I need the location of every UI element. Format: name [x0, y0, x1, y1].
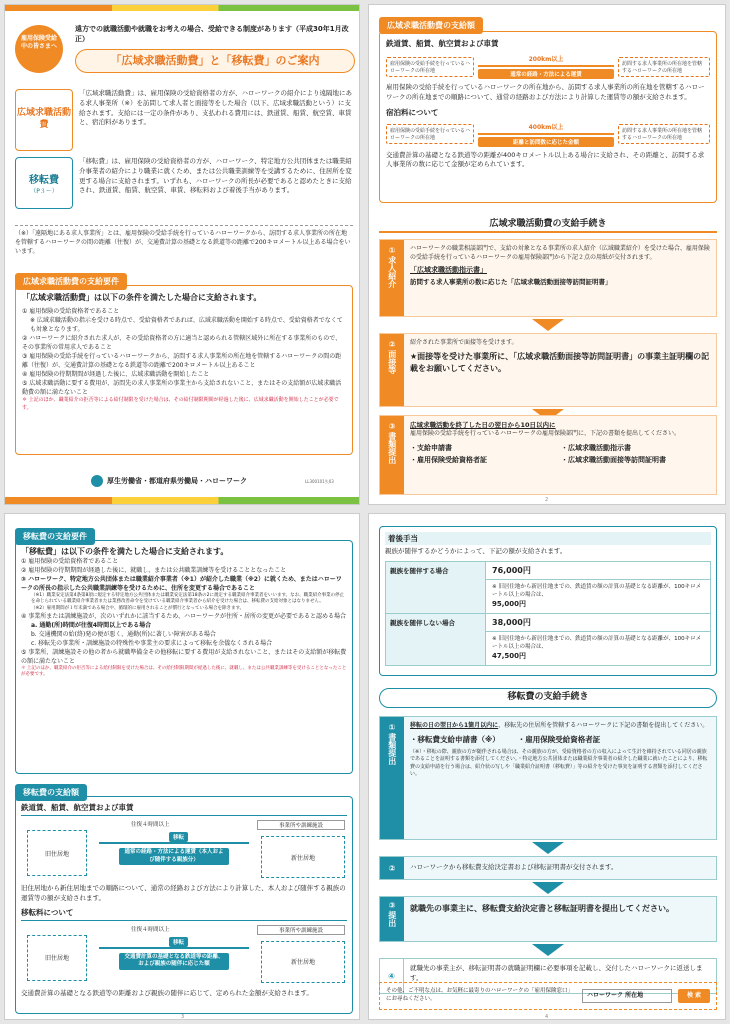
footer-org-text: 厚生労働省・都道府県労働局・ハローワーク: [107, 477, 247, 485]
req-sub-item: b. 交通機関の始(終)発の便が悪く、通勤(所)に著しい障害がある場合: [31, 630, 216, 638]
req-item-1-note: ※ 広域求職活動の指示を受ける時点で、受給資格者であれば、広域求職活動を開始する時点で、受給資格者でなくても対象となります。: [30, 317, 343, 333]
table-row: [386, 561, 711, 579]
step-3: [379, 896, 717, 942]
new-home: 新住居地: [261, 836, 345, 878]
step-2-label: ②: [380, 857, 404, 879]
row-note-text: ※ 旧居住地から新居住地までの、鉄道賃の額の計算の基礎となる距離が、100キロメートル以上の場合は、: [492, 583, 702, 598]
arrival-lead: 親族が随伴するかどうかによって、下記の額が支給されます。: [385, 547, 567, 555]
rail-time: 往復４時間以上: [131, 822, 170, 828]
step-4-text: 就職先の事業主が、移転証明書の就職証明欄に必要事項を記載し、交付したハローワークに返送します。: [410, 964, 703, 982]
k-label-box: [15, 89, 73, 151]
doc-item: ・移転費支給申請書（※）: [410, 735, 500, 744]
move-label: 移転: [169, 832, 188, 842]
rail-facility: 事業所や訓練施設: [257, 820, 345, 830]
step-1: [379, 239, 717, 317]
proc-header: 広域求職活動費の支給手続き: [379, 215, 717, 233]
search-button[interactable]: 検 索: [678, 989, 710, 1003]
amount-header: 移転費の支給額: [15, 784, 87, 801]
rail-arrow: [478, 65, 614, 67]
contact-box: [379, 982, 717, 1010]
amount-box: [379, 31, 717, 203]
req-foot: ＊ 上記のほか、職業紹介の拒否等による給付制限を受けた場合は、その給付制限期間が経過した後に、就職し、または公共職業訓練等を受けることとなったことが必要です。: [21, 665, 347, 678]
footer-org: [91, 475, 247, 487]
step-3-deadline: 広域求職活動を終了した日の翌日から10日以内に: [410, 421, 556, 429]
top-stripe: [5, 5, 360, 11]
step-1-text: ハローワークの職業相談部門で、支給の対象となる事業所の求人紹介（広域職業紹介）を受けた場合、雇用保険の受給手続を行っているハローワークの雇用保険部門から下記２点の用紙が交付されます。: [410, 245, 710, 261]
step-1-label: ① 書類提出: [380, 717, 404, 839]
step-2: [379, 856, 717, 880]
stay-mid: 距離と訪問数に応じた金額: [478, 137, 614, 147]
req-item: ① 雇用保険の受給資格者であること: [21, 558, 119, 565]
arrival-box: [379, 526, 717, 676]
step-3-label: ③ 書類提出: [380, 416, 404, 494]
rail-diagram: [386, 54, 710, 79]
req-box: [15, 540, 353, 774]
arrival-title: 着後手当: [385, 532, 711, 545]
side-badge: 雇用保険受給中の皆さまへ: [15, 25, 63, 73]
step-1-label-text: 書類提出: [387, 732, 397, 765]
page-3: [4, 513, 360, 1020]
step-2-emphasis: ★面接等を受けた事業所に、「広域求職活動面接等訪問証明書」の事業主証明欄の記載をお願いしてください。: [410, 352, 710, 373]
step-2-label: ② 面接等: [380, 334, 404, 406]
down-arrow-icon: [532, 882, 564, 894]
doc-item: ・広域求職活動面接等訪問証明書: [561, 456, 666, 464]
stay-title: 宿泊料について: [386, 107, 439, 117]
step-4-label: ④: [380, 959, 404, 993]
row-note-text: ※ 旧居住地から新居住地までの、鉄道賃の額の計算の基礎となる距離が、100キロメートル以上の場合は、: [492, 635, 702, 650]
step-2-text: ハローワークから移転費支給決定書および移転証明書が交付されます。: [410, 863, 618, 871]
new-home: 新住居地: [261, 941, 345, 983]
fee-diagram: [21, 925, 347, 987]
k-text: 「広域求職活動費」は、雇用保険の受給資格者の方が、ハローワークの紹介により遠隔地にある求人事業所（※）を訪問して求人者と面接等をした場合（以下、広域求職活動という）に支給されます。支給には一定の条件があり、支払われる費用には、鉄道賃、船賃、航空賃、車賃と、宿泊料があります。: [79, 89, 352, 127]
rail-text: 雇用保険の受給手続を行っているハローワークの所在地から、訪問する求人事業所の所在地を管轄するハローワークの所在地までの順路について、通常の経路および方法により計算した運賃等の額が支給されます。: [386, 83, 705, 101]
doc-item: ・支給申請書: [410, 444, 452, 452]
req-item: ② 雇用保険の待期期間が経過した後に、就職し、または公共職業訓練等を受けることとなったこと: [21, 567, 287, 574]
stay-text: 交通費計算の基礎となる鉄道等の距離が400キロメートル以上ある場合に支給され、その距離と、訪問する求人事業所の数に応じて金額が定められています。: [386, 150, 705, 169]
doc-item: ・雇用保険受給資格者証: [517, 735, 601, 744]
step-2-label-text: 面接等: [387, 349, 397, 374]
req-note: （※1）職業安定法第4条第8項に規定する特定地方公共団体または職業安定法第18条の2に規定する職業紹介事業者をいいます。なお、職業紹介事業の停止を命じられている職業紹介事業者または業務改善命令を受けている職業紹介事業者から紹介を受けた場合は、移転費の支給対象とはなりません。: [31, 593, 345, 605]
stay-diagram: [386, 122, 710, 147]
req-header: 移転費の支給要件: [15, 528, 95, 545]
row-note: [486, 579, 711, 613]
fee-mid: 交通費計算の基礎となる鉄道等の距離、および親族の随伴に応じた額: [119, 953, 229, 970]
down-arrow-icon: [532, 944, 564, 956]
move-arrow: [99, 842, 249, 844]
req-lead: 「移転費」は以下の条件を満たした場合に支給されます。: [21, 547, 229, 556]
page-number: 4: [545, 1014, 549, 1020]
req-foot: ＊ 上記のほか、職業紹介の拒否等による給付制限を受けた場合は、その給付制限期間が経過した後に、広域求職活動を開始したことが必要です。: [22, 397, 339, 411]
step-1-text: 、移転先の住居所を管轄するハローワークに下記の書類を提出してください。: [498, 722, 709, 729]
i-text: 「移転費」は、雇用保険の受給資格者の方が、ハローワーク、特定地方公共団体または職業紹介事業者の紹介により職業に就くため、または公共職業訓練等を受講するために、住居所を変更する場合に支給されます。いずれも、ハローワークの所長が必要であると認めたときに支給され、鉄道賃、船賃、航空賃、車賃、移転料および着後手当があります。: [79, 157, 352, 195]
req-item: ⑤ 事業所、訓練施設その他の者から就職準備金その他移転に要する費用が支給されないこと、またはその支給額が移転費の額に満たないこと: [21, 648, 347, 665]
step-1-item-1: 「広域求職活動指示書」: [410, 266, 487, 274]
rail-title: 鉄道賃、船賃、航空賃および車賃: [386, 39, 499, 48]
req-item-4: ④ 雇用保険の待期期間が経過した後に、広域求職活動を開始したこと: [22, 371, 210, 378]
search-input[interactable]: ハローワーク 所在地: [582, 989, 672, 1003]
step-3-label-text: 提出: [387, 910, 397, 927]
req-item-3: ③ 雇用保険の受給手続を行っているハローワークから、訪問する求人事業所の所在地を管轄するハローワークの間の距離（往復）が、交通費計算の基礎となる鉄道等の距離で200キロメートル以上あること: [22, 353, 342, 369]
k-label: 広域求職活動費: [16, 108, 71, 130]
step-3-docs: [410, 443, 710, 465]
arrival-table: [385, 561, 711, 666]
rail-from: 雇用保険の受給手続を行っているハローワークの所在地: [386, 57, 474, 77]
doc-item: ・広域求職活動指示書: [561, 444, 631, 452]
rail-to: 訪問する求人事業所の所在地を管轄するハローワークの所在地: [618, 57, 710, 77]
step-3: [379, 415, 717, 495]
step-1-note: （※）・移転の際、親族の方が随伴される場合は、その親族の方が、受給資格者の方の収入によって生計を維持されている同居の親族であることを証明する書類を添付してください。・特定地方公共団体または職業紹介事業者の紹介した職業に就いたことにより、移転費の支給申請を行う場合は、紹介状の写しや「職業紹介証明書（移転費）」等の紹介を受けた事実を証明する書類を添付してください。: [410, 749, 708, 777]
distance-note: （※）「遠隔地にある求人事業所」とは、雇用保険の受給手続を行っているハローワークから、訪問する求人事業所の所在地を管轄するハローワークの間の距離（往復）が、交通費計算の基礎となる鉄道等の距離で200キロメートル以上ある場合をいいます。: [15, 225, 353, 256]
fee-time: 往復４時間以上: [131, 926, 170, 933]
step-2: [379, 333, 717, 407]
move-label: 移転: [169, 937, 188, 947]
req-lead: 「広域求職活動費」は以下の条件を満たした場合に支給されます。: [22, 293, 262, 302]
step-1-label-text: 求人紹介: [387, 255, 397, 288]
row-label: 親族を随伴しない場合: [386, 613, 486, 665]
stay-distance: 400km以上: [528, 123, 564, 131]
step-2-text: 紹介された事業所で面接等を受けます。: [410, 339, 518, 346]
amount-header: 広域求職活動費の支給額: [379, 17, 483, 34]
row-amount: 76,000円: [486, 561, 711, 579]
rail-distance: 200km以上: [528, 56, 564, 63]
down-arrow-icon: [532, 319, 564, 331]
step-1: [379, 716, 717, 840]
step-3-text: 雇用保険の受給手続を行っているハローワークの雇用保険部門に、下記の書類を提出してください。: [410, 430, 681, 437]
row-note-amount: 95,000円: [492, 600, 527, 609]
row-note: [486, 631, 711, 665]
i-label-box: [15, 157, 73, 209]
req-item-2: ② ハローワークに紹介された求人が、その受給資格者の方に適当と認められる管轄区域外に所在する事業所のもので、その事業所の常用求人であること: [22, 335, 342, 351]
page-2: [368, 4, 726, 505]
rail-title: 鉄道賃、船賃、航空賃および車賃: [21, 802, 347, 816]
step-3-text: 就職先の事業主に、移転費支給決定書と移転証明書を提出してください。: [410, 904, 674, 913]
step-3-label: ③ 提出: [380, 897, 404, 941]
fee-facility: 事業所や訓練施設: [257, 925, 345, 935]
row-label: 親族を随伴する場合: [386, 561, 486, 613]
contact-text: その他、ご不明な点は、お気軽に最寄りのハローワークの「雇用保険窓口」にお尋ねください。: [386, 988, 574, 1002]
rail-mid: 通常の経路・方法による運賃: [478, 69, 614, 79]
page-number: 2: [545, 497, 549, 503]
rail-diagram: [21, 820, 347, 882]
old-home: 旧住居地: [27, 935, 87, 981]
mhlw-logo-icon: [91, 475, 103, 487]
req-sub-item: c. 移転先の事業所・訓練施設の特殊性や事業主の要求によって移転を余儀なくされる場合: [31, 639, 273, 647]
amount-box: [15, 796, 353, 1014]
page-title: 「広域求職活動費」と「移転費」のご案内: [75, 49, 355, 73]
step-3-label-text: 書類提出: [387, 431, 397, 464]
move-arrow: [99, 947, 249, 949]
i-label: 移転費: [29, 175, 59, 186]
req-header: 広域求職活動費の支給要件: [15, 273, 127, 290]
stay-from: 雇用保険の受給手続を行っているハローワークの所在地: [386, 124, 474, 144]
page-1: [4, 4, 360, 505]
fee-text: 交通費計算の基礎となる鉄道等の距離および親族の随伴に応じて、定められた金額が支給されます。: [21, 988, 313, 997]
doc-item: ・雇用保険受給資格者証: [410, 456, 487, 464]
req-box: [15, 285, 353, 455]
req-item-1: ① 雇用保険の受給資格者であること: [22, 308, 120, 315]
stay-to: 訪問する求人事業所の所在地を管轄するハローワークの所在地: [618, 124, 710, 144]
footer-code: LL300101失03: [305, 479, 334, 484]
fee-title: 移転料について: [21, 907, 347, 921]
table-row: [386, 613, 711, 631]
req-item: ③ ハローワーク、特定地方公共団体または職業紹介事業者（※1）が紹介した職業（※2）に就くため、またはハローワークの所長の指示した公共職業訓練等を受けるために、住所を変更する場合であること: [21, 576, 342, 592]
req-note: （※2）雇用期間が１年未満である場合や、循環的に雇用されることが慣行となっている場合を除きます。: [31, 605, 245, 611]
req-sub-item: a. 通勤(所)時間が往復4時間以上である場合: [31, 621, 152, 629]
page-4: [368, 513, 726, 1020]
step-1-label: ① 求人紹介: [380, 240, 404, 316]
proc-header: 移転費の支給手続き: [379, 688, 717, 708]
step-1-item-2: 訪問する求人事業所の数に応じた「広域求職活動面接等訪問証明書」: [410, 278, 612, 286]
rail-mid: 通常の経路・方法による運賃（本人および随伴する親族分）: [119, 848, 229, 865]
row-note-amount: 47,500円: [492, 652, 527, 661]
stay-arrow: [478, 133, 614, 135]
i-sub: （P３～）: [30, 188, 58, 195]
bottom-stripe: [5, 497, 360, 505]
old-home: 旧住居地: [27, 830, 87, 876]
down-arrow-icon: [532, 842, 564, 854]
page-number: 3: [181, 1014, 185, 1020]
row-amount: 38,000円: [486, 613, 711, 631]
req-item: ④ 事業所または訓練施設が、次のいずれかに該当するため、ハローワークが住所・居所の変更が必要であると認める場合: [21, 612, 347, 620]
step-1-deadline: 移転の日の翌日から1箇月以内に: [410, 722, 499, 729]
req-item-5: ⑤ 広域求職活動に要する費用が、訪問先の求人事業所の事業主から支給されないこと、またはその支給額が広域求職活動費の額に満たないこと: [22, 380, 342, 396]
intro-text: 遠方での就職活動や就職をお考えの場合、受給できる制度があります（平成30年1月改正）: [75, 25, 349, 43]
rail-text: 旧住居地から新住居地までの順路について、通常の経路および方法により計算した、本人および随伴する親族の運賃等の額が支給されます。: [21, 884, 346, 902]
